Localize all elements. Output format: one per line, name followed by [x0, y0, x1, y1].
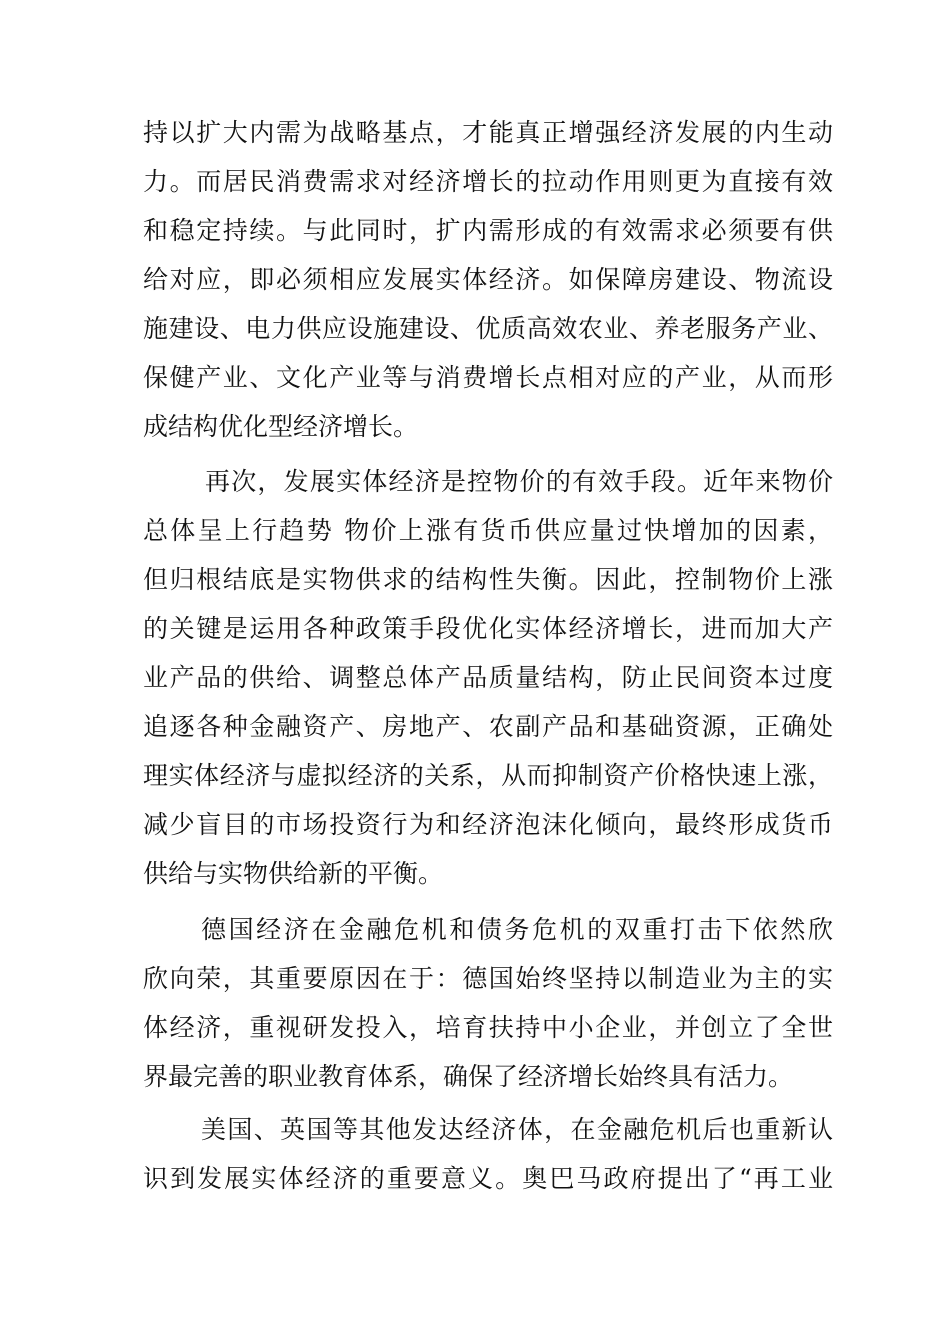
text-line: 施建设、电力供应设施建设、优质高效农业、养老服务产业、 — [143, 314, 833, 343]
text-line: 和稳定持续。与此同时，扩内需形成的有效需求必须要有供 — [143, 216, 833, 245]
text-line: 的关键是运用各种政策手段优化实体经济增长，进而加大产 — [143, 614, 833, 643]
text-line: 美国、英国等其他发达经济体，在金融危机后也重新认 — [201, 1115, 833, 1144]
text-line: 业产品的供给、调整总体产品质量结构，防止民间资本过度 — [143, 663, 833, 692]
text-line: 总体呈上行趋势 物价上涨有货币供应量过快增加的因素， — [143, 516, 833, 545]
text-line: 体经济，重视研发投入，培育扶持中小企业，并创立了全世 — [143, 1013, 833, 1042]
text-line: 保健产业、文化产业等与消费增长点相对应的产业，从而形 — [143, 363, 833, 392]
text-line: 持以扩大内需为战略基点，才能真正增强经济发展的内生动 — [143, 118, 833, 147]
text-line: 追逐各种金融资产、房地产、农副产品和基础资源，正确处 — [143, 712, 833, 741]
text-line: 供给与实物供给新的平衡。 — [143, 859, 444, 888]
text-line: 界最完善的职业教育体系，确保了经济增长始终具有活力。 — [143, 1062, 794, 1091]
paragraph-1 — [143, 108, 833, 451]
text-line: 力。而居民消费需求对经济增长的拉动作用则更为直接有效 — [143, 167, 833, 196]
text-line: 识到发展实体经济的重要意义。奥巴马政府提出了“再工业 — [143, 1164, 833, 1193]
text-line: 再次，发展实体经济是控物价的有效手段。近年来物价 — [205, 467, 833, 496]
text-line: 成结构优化型经济增长。 — [143, 412, 419, 441]
text-line: 给对应，即必须相应发展实体经济。如保障房建设、物流设 — [143, 265, 833, 294]
paragraph-4 — [143, 1105, 833, 1203]
text-line: 但归根结底是实物供求的结构性失衡。因此，控制物价上涨 — [143, 565, 833, 594]
text-line: 欣向荣，其重要原因在于：德国始终坚持以制造业为主的实 — [143, 964, 833, 993]
text-line: 德国经济在金融危机和债务危机的双重打击下依然欣 — [201, 915, 833, 944]
text-line: 理实体经济与虚拟经济的关系，从而抑制资产价格快速上涨， — [143, 761, 833, 790]
text-line: 减少盲目的市场投资行为和经济泡沫化倾向，最终形成货币 — [143, 810, 833, 839]
paragraph-3 — [143, 905, 833, 1101]
paragraph-2 — [143, 457, 833, 898]
